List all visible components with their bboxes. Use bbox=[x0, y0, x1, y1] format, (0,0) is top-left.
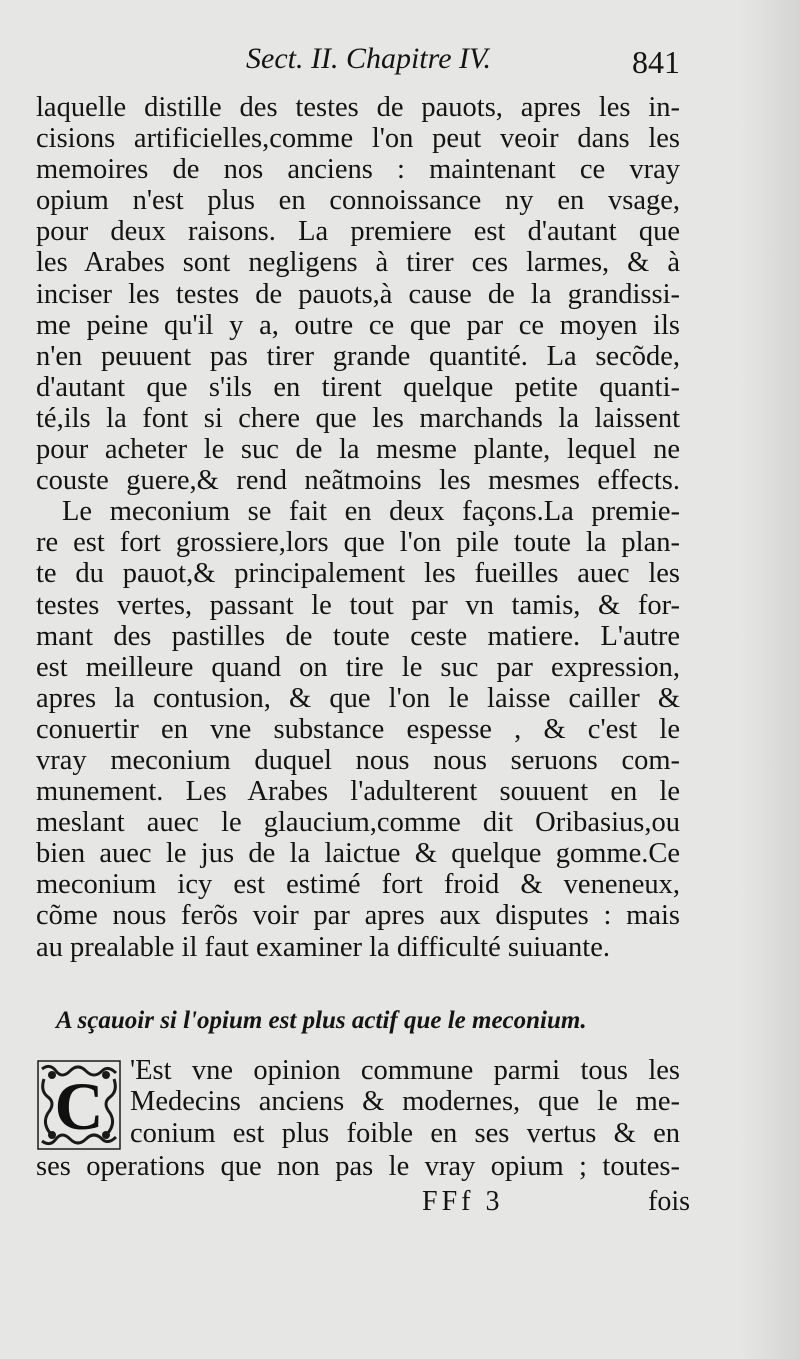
text-line: inciser les testes de pauots,à cause de la grandissi- bbox=[36, 278, 680, 310]
text-line: pour deux raisons. La premiere est d'autant que bbox=[36, 216, 680, 248]
text-line: n'en peuuent pas tirer grande quantité. La secõde, bbox=[36, 340, 680, 372]
text-line: pour acheter le suc de la mesme plante, lequel ne bbox=[36, 434, 680, 466]
text-line: d'autant que s'ils en tirent quelque petite quanti- bbox=[36, 371, 680, 403]
text-line: couste guere,& rend neãtmoins les mesmes effects. bbox=[36, 465, 680, 497]
text-line: ses operations que non pas le vray opium ; toutes- bbox=[36, 1150, 680, 1182]
text-line: conuertir en vne substance espesse , & c'est le bbox=[36, 713, 680, 745]
text-line: Medecins anciens & modernes, que le me- bbox=[130, 1086, 680, 1118]
page-number: 841 bbox=[632, 44, 680, 80]
text-line: testes vertes, passant le tout par vn tamis, & for- bbox=[36, 589, 680, 621]
text-line: apres la contusion, & que l'on le laisse cailler & bbox=[36, 682, 680, 714]
page-edge-shadow bbox=[740, 0, 800, 1359]
text-line: te du pauot,& principalement les fueilles auec les bbox=[36, 558, 680, 590]
text-line: me peine qu'il y a, outre ce que par ce moyen ils bbox=[36, 309, 680, 341]
text-line: meslant auec le glaucium,comme dit Oribasius,ou bbox=[36, 807, 680, 839]
text-line: 'Est vne opinion commune parmi tous les bbox=[130, 1054, 680, 1086]
paragraph-2 bbox=[36, 496, 680, 962]
text-line: bien auec le jus de la laictue & quelque gomme.Ce bbox=[36, 838, 680, 870]
text-line: cõme nous ferõs voir par apres aux disputes : mais bbox=[36, 900, 680, 932]
signature-mark: FFf 3 bbox=[422, 1186, 504, 1218]
dropcap-letter: C bbox=[54, 1067, 104, 1144]
text-line: mant des pastilles de toute ceste matiere. L'autre bbox=[36, 620, 680, 652]
page-footer bbox=[36, 1186, 690, 1226]
text-line: munement. Les Arabes l'adulterent souuent en le bbox=[36, 776, 680, 808]
section-subheading: A sçauoir si l'opium est plus actif que le meconium. bbox=[56, 1006, 587, 1034]
text-line: laquelle distille des testes de pauots, apres les in- bbox=[36, 92, 680, 123]
running-title: Sect. II. Chapitre IV. bbox=[246, 42, 491, 75]
text-line: conium est plus foible en ses vertus & en bbox=[130, 1117, 680, 1149]
ornamental-dropcap-icon bbox=[36, 1059, 122, 1151]
text-line: au prealable il faut examiner la difficulté suiuante. bbox=[36, 931, 610, 963]
text-line: re est fort grossiere,lors que l'on pile toute la plan- bbox=[36, 527, 680, 559]
text-line: meconium icy est estimé fort froid & veneneux, bbox=[36, 869, 680, 901]
paragraph-1 bbox=[36, 92, 680, 496]
text-line: té,ils la font si chere que les marchands la laissent bbox=[36, 402, 680, 434]
chapter-opening bbox=[36, 1055, 680, 1183]
text-line: memoires de nos anciens : maintenant ce vray bbox=[36, 154, 680, 186]
text-line: vray meconium duquel nous nous seruons com- bbox=[36, 744, 680, 776]
text-line: les Arabes sont negligens à tirer ces larmes, & à bbox=[36, 247, 680, 279]
text-line: est meilleure quand on tire le suc par expression, bbox=[36, 651, 680, 683]
text-line: Le meconium se fait en deux façons.La premie- bbox=[62, 496, 680, 528]
text-line: opium n'est plus en connoissance ny en vsage, bbox=[36, 185, 680, 217]
catchword: fois bbox=[648, 1186, 690, 1218]
text-line: cisions artificielles,comme l'on peut veoir dans les bbox=[36, 123, 680, 155]
page-header bbox=[36, 40, 680, 92]
